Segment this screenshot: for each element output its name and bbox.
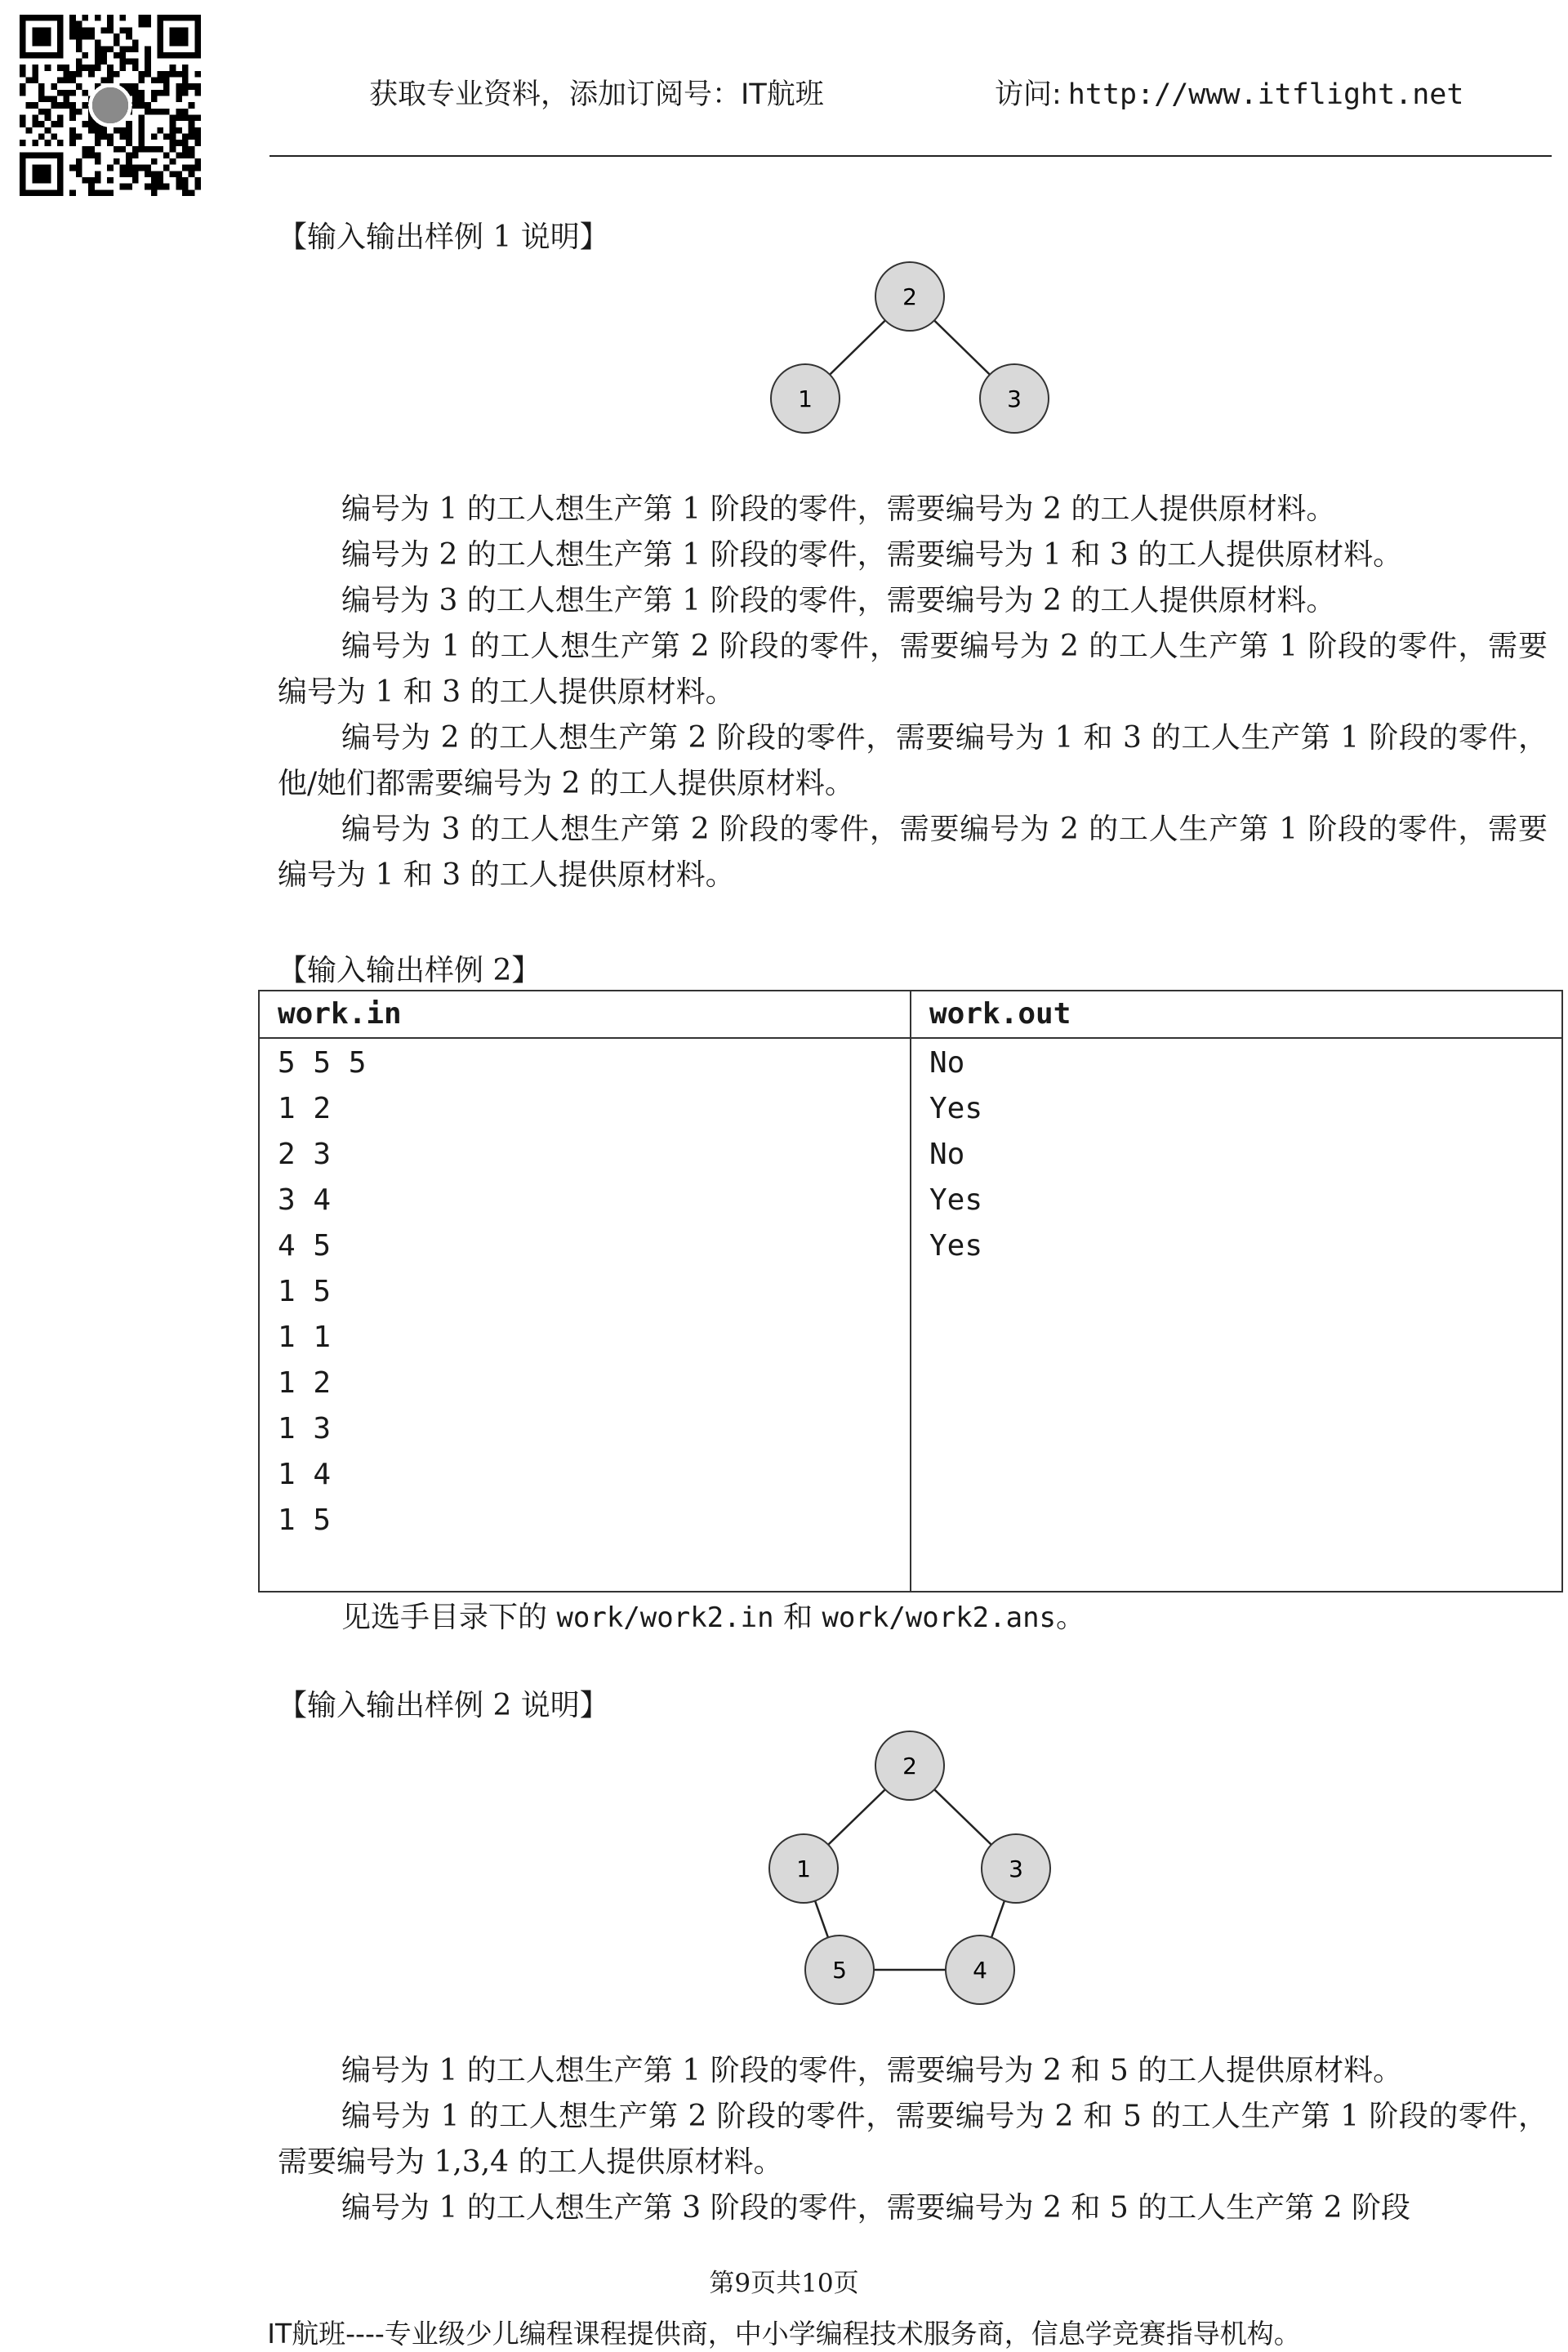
graph-node-label: 2: [902, 1753, 917, 1780]
sample2-explain-body: [278, 2048, 1548, 2231]
io-output-cell: [929, 1039, 1544, 1269]
sample2-title: 【输入输出样例 2】: [278, 954, 541, 987]
explain-paragraph: 编号为 2 的工人想生产第 2 阶段的零件，需要编号为 1 和 3 的工人生产第 1 阶段的零件，他/她们都需要编号为 2 的工人提供原材料。: [278, 721, 1548, 800]
output-line: No: [929, 1138, 965, 1171]
explain-paragraph: 编号为 1 的工人想生产第 2 阶段的零件，需要编号为 2 的工人生产第 1 阶段的零件，需要编号为 1 和 3 的工人提供原材料。: [278, 630, 1548, 709]
input-line: 1 5: [278, 1503, 332, 1537]
graph-node: [805, 1936, 874, 2004]
explain-paragraph: 编号为 1 的工人想生产第 2 阶段的零件，需要编号为 2 和 5 的工人生产第 1 阶段的零件，需要编号为 1,3,4 的工人提供原材料。: [278, 2100, 1548, 2179]
input-line: 1 2: [278, 1366, 332, 1400]
graph-node-label: 3: [1007, 385, 1022, 412]
sample1-explain-body: [278, 487, 1548, 898]
page-number: 第9页共10页: [709, 2269, 859, 2298]
explain-paragraph: 编号为 1 的工人想生产第 3 阶段的零件，需要编号为 2 和 5 的工人生产第 2 阶段: [341, 2191, 1410, 2225]
input-line: 1 3: [278, 1412, 332, 1446]
sample2-file-note: [341, 1594, 1085, 1636]
output-line: No: [929, 1046, 965, 1080]
graph-node: [875, 262, 944, 331]
sample2-graph: [760, 1723, 1054, 2009]
graph-node: [769, 1834, 838, 1903]
input-line: 1 4: [278, 1458, 332, 1491]
graph-node: [875, 1731, 944, 1800]
io-header-out: work.out: [911, 991, 1562, 1038]
input-line: 4 5: [278, 1229, 332, 1263]
input-line: 1 2: [278, 1092, 332, 1125]
header-subscription-text: 获取专业资料，添加订阅号：IT航班: [369, 78, 824, 111]
note-file-in: work/work2.in: [556, 1601, 774, 1634]
explain-paragraph: 编号为 1 的工人想生产第 1 阶段的零件，需要编号为 2 和 5 的工人提供原材料。: [341, 2054, 1403, 2087]
graph-node-label: 5: [832, 1957, 847, 1984]
note-prefix: 见选手目录下的: [341, 1601, 557, 1634]
graph-node-label: 1: [798, 385, 813, 412]
graph-node-label: 2: [902, 283, 917, 310]
explain-paragraph: 编号为 1 的工人想生产第 1 阶段的零件，需要编号为 2 的工人提供原材料。: [341, 492, 1336, 526]
explain-paragraph: 编号为 3 的工人想生产第 2 阶段的零件，需要编号为 2 的工人生产第 1 阶段的零件，需要编号为 1 和 3 的工人提供原材料。: [278, 813, 1548, 892]
explain-paragraph: 编号为 2 的工人想生产第 1 阶段的零件，需要编号为 1 和 3 的工人提供原材料。: [341, 538, 1403, 572]
sample1-graph: [760, 257, 1054, 441]
header-url-link[interactable]: http://www.itflight.net: [1067, 78, 1464, 111]
graph-node: [946, 1936, 1014, 2004]
output-line: Yes: [929, 1229, 983, 1263]
output-line: Yes: [929, 1183, 983, 1217]
note-file-ans: work/work2.ans: [822, 1601, 1057, 1634]
input-line: 1 1: [278, 1321, 332, 1354]
header-visit-label: 访问:: [995, 78, 1062, 111]
output-line: Yes: [929, 1092, 983, 1125]
graph-node-label: 3: [1009, 1855, 1023, 1882]
graph-node-label: 1: [796, 1855, 811, 1882]
io-header-in: work.in: [259, 991, 911, 1038]
sample2-io-table: [258, 990, 1563, 1592]
graph-node: [980, 364, 1049, 433]
header-visit: [995, 72, 1463, 113]
input-line: 2 3: [278, 1138, 332, 1171]
header-divider: [270, 155, 1552, 157]
note-mid: 和: [773, 1601, 822, 1634]
graph-node-label: 4: [973, 1957, 987, 1984]
note-suffix: 。: [1056, 1601, 1086, 1634]
input-line: 1 5: [278, 1275, 332, 1308]
input-line: 5 5 5: [278, 1046, 367, 1080]
io-input-cell: [278, 1039, 892, 1544]
input-line: 3 4: [278, 1183, 332, 1217]
graph-node: [982, 1834, 1050, 1903]
sample1-explain-title: 【输入输出样例 1 说明】: [278, 220, 609, 254]
explain-paragraph: 编号为 3 的工人想生产第 1 阶段的零件，需要编号为 2 的工人提供原材料。: [341, 584, 1336, 617]
qr-code-image: [15, 15, 206, 196]
graph-node: [771, 364, 840, 433]
footer-slogan: IT航班----专业级少儿编程课程提供商，中小学编程技术服务商，信息学竞赛指导机构。: [267, 2318, 1301, 2350]
sample2-explain-title: 【输入输出样例 2 说明】: [278, 1689, 609, 1722]
